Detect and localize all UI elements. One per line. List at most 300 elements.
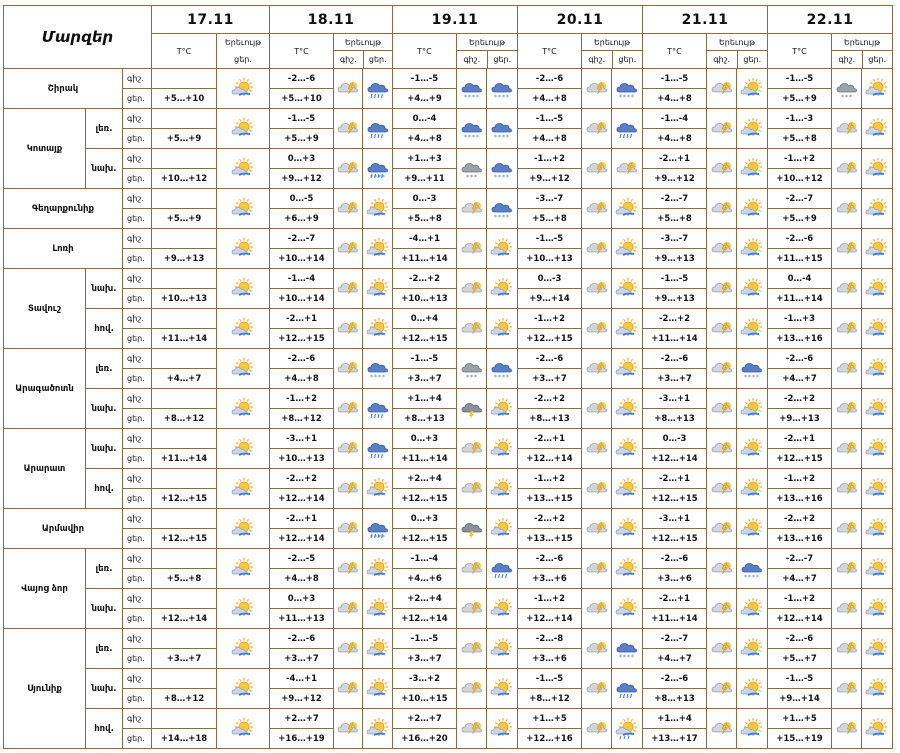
sun-behind-cloud-icon (865, 438, 889, 460)
region-name: Տավուշ (4, 269, 86, 349)
cloud-lightning-icon (336, 398, 360, 420)
sun-behind-cloud-icon (737, 629, 768, 669)
cloud-lightning-icon (460, 438, 484, 460)
day-label: ցեր. (123, 249, 152, 269)
sun-behind-cloud-icon (865, 478, 889, 500)
temperature-value: +13…+15 (518, 489, 582, 509)
cloud-lightning-icon (835, 638, 859, 660)
sun-behind-cloud-icon (366, 638, 390, 660)
sun-behind-cloud-icon (217, 309, 270, 349)
cloud-lightning-icon (832, 309, 862, 349)
sun-behind-cloud-icon (363, 269, 393, 309)
cloud-lightning-icon (835, 478, 859, 500)
temperature-value: -2…+1 (643, 469, 707, 489)
cloud-lightning-icon (582, 349, 612, 389)
temperature-value: +9…+14 (768, 689, 832, 709)
temperature-value: 0…+3 (270, 589, 334, 609)
temperature-value: -2…-6 (643, 669, 707, 689)
sun-behind-cloud-icon (862, 429, 893, 469)
temperature-value: +12…+14 (393, 609, 457, 629)
snow-cloud-icon (487, 109, 518, 149)
day-label: ցեր. (868, 55, 887, 64)
sun-behind-cloud-icon (615, 198, 639, 220)
cloud-lightning-icon (835, 118, 859, 140)
temperature-value: +4…+8 (518, 89, 582, 109)
sun-behind-cloud-icon (737, 389, 768, 429)
sun-behind-cloud-icon (740, 158, 764, 180)
temperature-value: 0…+3 (393, 429, 457, 449)
sun-behind-cloud-icon (862, 69, 893, 109)
temperature-value: +12…+15 (643, 529, 707, 549)
temperature-value: +10…+13 (518, 249, 582, 269)
day-label: ցեր. (123, 169, 152, 189)
sun-behind-cloud-icon (615, 598, 639, 620)
sun-behind-cloud-icon (217, 349, 270, 389)
table-row (4, 149, 893, 169)
temperature-value: +2…+4 (393, 469, 457, 489)
snow-cloud-icon (487, 349, 518, 389)
cloud-lightning-icon (582, 309, 612, 349)
sun-behind-cloud-icon (612, 309, 643, 349)
temperature-value: +4…+8 (643, 129, 707, 149)
svg-text:*: * (631, 653, 634, 660)
cloud-lightning-icon (710, 518, 734, 540)
temperature-value: 0…-3 (393, 189, 457, 209)
svg-text:*: * (494, 173, 497, 180)
svg-text:*: * (369, 173, 373, 180)
sun-behind-cloud-icon (612, 269, 643, 309)
phenomenon-label: Երեւույթ (457, 34, 517, 51)
temperature-value: +13…+16 (768, 489, 832, 509)
svg-text:*: * (756, 373, 759, 380)
temperature-value: +10…+13 (152, 289, 217, 309)
sun-behind-cloud-icon (862, 629, 893, 669)
sun-behind-cloud-icon (862, 229, 893, 269)
sun-behind-cloud-icon (615, 518, 639, 540)
cloud-lightning-icon (460, 718, 484, 740)
temperature-value: +11…+14 (393, 449, 457, 469)
cloud-lightning-icon (336, 358, 360, 380)
temperature-value: -1…-5 (518, 669, 582, 689)
sleet-cloud-icon (366, 158, 390, 180)
temperature-value: +12…+14 (152, 609, 217, 629)
cloud-lightning-icon (832, 149, 862, 189)
temperature-value: +8…+12 (518, 689, 582, 709)
sun-behind-cloud-icon (231, 278, 255, 300)
sun-behind-cloud-icon (862, 549, 893, 589)
phenomenon-label: Երեւույթ (334, 34, 392, 51)
svg-text:*: * (381, 373, 385, 380)
night-label: գիշ. (123, 229, 152, 249)
snow-cloud-icon (615, 638, 639, 660)
region-name: Շիրակ (4, 69, 123, 109)
svg-text:*: * (506, 213, 509, 220)
cloud-lightning-icon (582, 149, 612, 189)
sun-behind-cloud-icon (612, 509, 643, 549)
sun-behind-cloud-icon (217, 589, 270, 629)
region-name: Կոտայք (4, 109, 86, 189)
cloud-lightning-icon (585, 718, 609, 740)
sun-behind-cloud-icon (865, 558, 889, 580)
temperature-value: +11…+14 (643, 609, 707, 629)
sun-behind-cloud-icon (612, 189, 643, 229)
sun-behind-cloud-icon (737, 589, 768, 629)
sun-behind-cloud-icon (217, 389, 270, 429)
sun-behind-cloud-icon (490, 238, 514, 260)
day-header-2: 19.11 (393, 6, 518, 34)
sun-behind-cloud-icon (615, 398, 639, 420)
table-row (4, 709, 893, 729)
sun-behind-cloud-icon (231, 718, 255, 740)
day-header-4: 21.11 (643, 6, 768, 34)
cloud-lightning-icon (582, 549, 612, 589)
temperature-value: +4…+7 (768, 369, 832, 389)
cloud-lightning-icon (460, 598, 484, 620)
temperature-value: +11…+14 (152, 449, 217, 469)
temperature-value (152, 229, 217, 249)
temperature-value: +8…+12 (270, 409, 334, 429)
temperature-value: -1…+2 (768, 589, 832, 609)
region-name: Արմավիր (4, 509, 123, 549)
phenomenon-column-header (217, 34, 270, 69)
sun-behind-cloud-icon (862, 389, 893, 429)
snow-cloud-icon (612, 629, 643, 669)
region-name: Սյունիք (4, 629, 86, 749)
cloud-lightning-icon (334, 229, 363, 269)
sun-behind-cloud-icon (487, 429, 518, 469)
cloud-lightning-icon (336, 318, 360, 340)
cloud-lightning-icon (585, 238, 609, 260)
day-label: ցեր. (123, 649, 152, 669)
table-row (4, 509, 893, 529)
temperature-value: +16…+20 (393, 729, 457, 749)
sun-behind-cloud-icon (740, 678, 764, 700)
cloud-lightning-icon (832, 549, 862, 589)
cloud-lightning-icon (710, 638, 734, 660)
day-label: ցեր. (234, 55, 252, 64)
cloud-lightning-icon (336, 78, 360, 100)
temperature-value: -2…+1 (270, 309, 334, 329)
rain-cloud-icon (612, 109, 643, 149)
zone-label: լեռ. (86, 629, 123, 669)
forecast-table-wrapper (3, 5, 893, 749)
sun-behind-cloud-icon (615, 318, 639, 340)
temperature-value: +9…+14 (518, 289, 582, 309)
temperature-value: +5…+9 (768, 89, 832, 109)
temperature-value (152, 509, 217, 529)
cloud-lightning-icon (460, 238, 484, 260)
snow-cloud-icon (490, 358, 514, 380)
cloud-lightning-icon (835, 158, 859, 180)
sun-behind-cloud-icon (231, 318, 255, 340)
zone-label: նախ. (86, 149, 123, 189)
cloud-lightning-icon (710, 358, 734, 380)
cloud-lightning-icon (835, 398, 859, 420)
cloud-lightning-icon (707, 109, 737, 149)
cloud-lightning-icon (585, 518, 609, 540)
sun-behind-cloud-icon (862, 109, 893, 149)
cloud-lightning-icon (457, 669, 487, 709)
table-row (4, 589, 893, 609)
sun-behind-cloud-icon (862, 669, 893, 709)
night-label: գիշ. (123, 189, 152, 209)
svg-text:*: * (502, 213, 505, 220)
sun-behind-cloud-icon (366, 318, 390, 340)
temperature-value (152, 629, 217, 649)
temperature-value: -2…-7 (643, 189, 707, 209)
temperature-value: +11…+13 (270, 609, 334, 629)
temp-column-header: T°C (393, 34, 457, 69)
temperature-value: -2…-6 (643, 549, 707, 569)
temperature-value: -2…-8 (518, 629, 582, 649)
temperature-value: +10…+13 (393, 289, 457, 309)
rain-cloud-icon (490, 558, 514, 580)
cloud-lightning-icon (707, 549, 737, 589)
cloud-lightning-icon (334, 429, 363, 469)
cloud-lightning-icon (336, 158, 360, 180)
cloud-lightning-icon (334, 509, 363, 549)
region-name: Վայոց ձոր (4, 549, 86, 629)
cloud-lightning-icon (334, 189, 363, 229)
temperature-value (152, 429, 217, 449)
temperature-value: +12…+15 (152, 489, 217, 509)
cloud-lightning-icon (334, 669, 363, 709)
cloud-lightning-icon (336, 238, 360, 260)
temperature-value: +9…+11 (393, 169, 457, 189)
temperature-value: -1…+3 (768, 309, 832, 329)
table-row (4, 349, 893, 369)
phenomenon-label: Երեւույթ (582, 34, 642, 51)
cloud-lightning-icon (336, 198, 360, 220)
sun-behind-cloud-icon (865, 118, 889, 140)
sun-behind-cloud-icon (366, 238, 390, 260)
sun-behind-cloud-icon (862, 269, 893, 309)
sun-behind-cloud-icon (231, 438, 255, 460)
cloud-lightning-icon (832, 469, 862, 509)
temperature-value: +3…+7 (518, 369, 582, 389)
temperature-value (152, 549, 217, 569)
temperature-value: +11…+14 (643, 329, 707, 349)
cloud-lightning-icon (707, 69, 737, 109)
sun-behind-cloud-icon (862, 709, 893, 749)
zone-label: հով. (86, 309, 123, 349)
cloud-lightning-icon (334, 309, 363, 349)
temperature-value: +4…+8 (270, 369, 334, 389)
temperature-value: -2…+2 (768, 509, 832, 529)
gray-cloud-icon (457, 349, 487, 389)
cloud-lightning-icon (582, 389, 612, 429)
cloud-lightning-icon (585, 318, 609, 340)
sun-behind-cloud-icon (865, 718, 889, 740)
day-label: ցեր. (618, 55, 637, 64)
sun-behind-cloud-icon (612, 469, 643, 509)
temperature-value: -2…-6 (518, 549, 582, 569)
day-header-3: 20.11 (518, 6, 643, 34)
cloud-lightning-icon (457, 549, 487, 589)
sun-behind-cloud-icon (612, 429, 643, 469)
sun-behind-cloud-icon (862, 189, 893, 229)
cloud-lightning-icon (336, 718, 360, 740)
temperature-value: +2…+7 (270, 709, 334, 729)
temperature-value: -2…+2 (768, 389, 832, 409)
snow-cloud-icon (457, 109, 487, 149)
cloud-lightning-icon (710, 398, 734, 420)
sun-behind-cloud-icon (363, 709, 393, 749)
sun-behind-cloud-icon (865, 358, 889, 380)
temperature-value: +11…+14 (768, 289, 832, 309)
thunder-rain-cloud-icon (460, 518, 484, 540)
day-label: ցեր. (123, 529, 152, 549)
temperature-value: +12…+15 (270, 329, 334, 349)
cloud-lightning-icon (710, 278, 734, 300)
sun-behind-cloud-icon (231, 558, 255, 580)
sun-behind-cloud-icon (737, 429, 768, 469)
temperature-value: +2…+7 (393, 709, 457, 729)
temperature-value (152, 309, 217, 329)
svg-text:*: * (498, 213, 501, 220)
cloud-lightning-icon (336, 278, 360, 300)
temperature-value: +12…+15 (643, 489, 707, 509)
sun-behind-cloud-icon (487, 469, 518, 509)
cloud-lightning-icon (832, 429, 862, 469)
zone-label: լեռ. (86, 349, 123, 389)
temperature-value: +8…+13 (643, 409, 707, 429)
sun-behind-cloud-icon (865, 398, 889, 420)
temperature-value: -1…-5 (518, 109, 582, 129)
cloud-lightning-icon (710, 158, 734, 180)
temperature-value (152, 149, 217, 169)
phenomenon-column-header (707, 34, 768, 69)
sun-behind-cloud-icon (490, 718, 514, 740)
temp-column-header: T°C (768, 34, 832, 69)
svg-text:*: * (373, 373, 377, 380)
night-label: գիշ. (123, 149, 152, 169)
temperature-value: +16…+19 (270, 729, 334, 749)
sun-behind-cloud-icon (231, 478, 255, 500)
snow-cloud-icon (487, 69, 518, 109)
cloud-lightning-icon (334, 629, 363, 669)
sun-behind-cloud-icon (862, 589, 893, 629)
cloud-lightning-icon (835, 318, 859, 340)
cloud-lightning-icon (707, 469, 737, 509)
temperature-value: +1…+3 (393, 149, 457, 169)
temperature-value: -1…-5 (643, 69, 707, 89)
sun-behind-cloud-icon (615, 238, 639, 260)
temperature-value: -3…+2 (393, 669, 457, 689)
temperature-value: -1…+2 (518, 469, 582, 489)
thunder-rain-cloud-icon (457, 509, 487, 549)
phenomenon-label: Երեւույթ (224, 38, 262, 47)
cloud-lightning-icon (710, 318, 734, 340)
cloud-lightning-icon (582, 509, 612, 549)
sun-behind-cloud-icon (487, 389, 518, 429)
cloud-lightning-icon (710, 598, 734, 620)
day-label: ցեր. (368, 55, 387, 64)
temperature-value: -2…+1 (270, 509, 334, 529)
temperature-value: +10…+12 (768, 169, 832, 189)
cloud-lightning-icon (707, 389, 737, 429)
phenomenon-column-header (334, 34, 393, 69)
sun-behind-cloud-icon (862, 469, 893, 509)
svg-text:*: * (377, 373, 381, 380)
cloud-lightning-icon (336, 478, 360, 500)
sun-behind-cloud-icon (363, 669, 393, 709)
svg-text:*: * (848, 93, 852, 100)
svg-text:*: * (369, 533, 373, 540)
temperature-value: +5…+8 (518, 209, 582, 229)
sun-behind-cloud-icon (231, 398, 255, 420)
night-label: գիշ. (123, 629, 152, 649)
cloud-lightning-icon (582, 589, 612, 629)
temperature-value: +13…+15 (518, 529, 582, 549)
temperature-value: +10…+12 (152, 169, 217, 189)
night-label: գիշ. (123, 269, 152, 289)
night-label: գիշ. (707, 51, 737, 69)
sun-behind-cloud-icon (217, 109, 270, 149)
cloud-lightning-icon (334, 709, 363, 749)
temperature-value: -2…-6 (270, 69, 334, 89)
cloud-lightning-icon (612, 149, 643, 189)
temperature-value: -1…-5 (518, 229, 582, 249)
day-label: ցեր. (123, 449, 152, 469)
temperature-value: +5…+9 (768, 209, 832, 229)
temperature-value: +12…+15 (393, 329, 457, 349)
cloud-lightning-icon (460, 558, 484, 580)
night-label: գիշ. (123, 309, 152, 329)
cloud-lightning-icon (835, 358, 859, 380)
temperature-value: -1…+2 (768, 149, 832, 169)
temperature-value: +11…+15 (768, 249, 832, 269)
cloud-lightning-icon (707, 189, 737, 229)
temperature-value: -3…+1 (270, 429, 334, 449)
sun-behind-cloud-icon (363, 309, 393, 349)
sun-behind-cloud-icon (490, 638, 514, 660)
night-label: գիշ. (123, 589, 152, 609)
rain-cloud-icon (366, 398, 390, 420)
sun-behind-cloud-icon (487, 669, 518, 709)
sun-behind-cloud-icon (363, 469, 393, 509)
temperature-value: +11…+14 (152, 329, 217, 349)
temperature-value (152, 709, 217, 729)
cloud-lightning-icon (832, 709, 862, 749)
temperature-value: +14…+18 (152, 729, 217, 749)
sun-behind-cloud-icon (217, 509, 270, 549)
sun-behind-cloud-icon (366, 678, 390, 700)
temperature-value (152, 469, 217, 489)
svg-text:*: * (502, 93, 505, 100)
day-label: ցեր. (123, 289, 152, 309)
svg-text:*: * (506, 93, 509, 100)
temperature-value: -1…-5 (393, 69, 457, 89)
night-label: գիշ. (582, 51, 612, 69)
svg-text:*: * (381, 533, 385, 540)
temperature-value: +9…+12 (270, 169, 334, 189)
svg-text:*: * (498, 373, 501, 380)
day-header-1: 18.11 (270, 6, 393, 34)
sun-behind-cloud-icon (217, 189, 270, 229)
temperature-value: +12…+15 (393, 489, 457, 509)
sun-behind-cloud-icon (231, 118, 255, 140)
sun-behind-cloud-icon (615, 558, 639, 580)
temperature-value: +5…+9 (152, 129, 217, 149)
svg-text:*: * (498, 133, 501, 140)
snow-cloud-icon (737, 349, 768, 389)
table-title: Մարզեր (4, 6, 152, 69)
temperature-value: -2…+2 (518, 509, 582, 529)
night-label: գիշ. (123, 109, 152, 129)
cloud-lightning-icon (585, 558, 609, 580)
svg-text:*: * (756, 573, 759, 580)
